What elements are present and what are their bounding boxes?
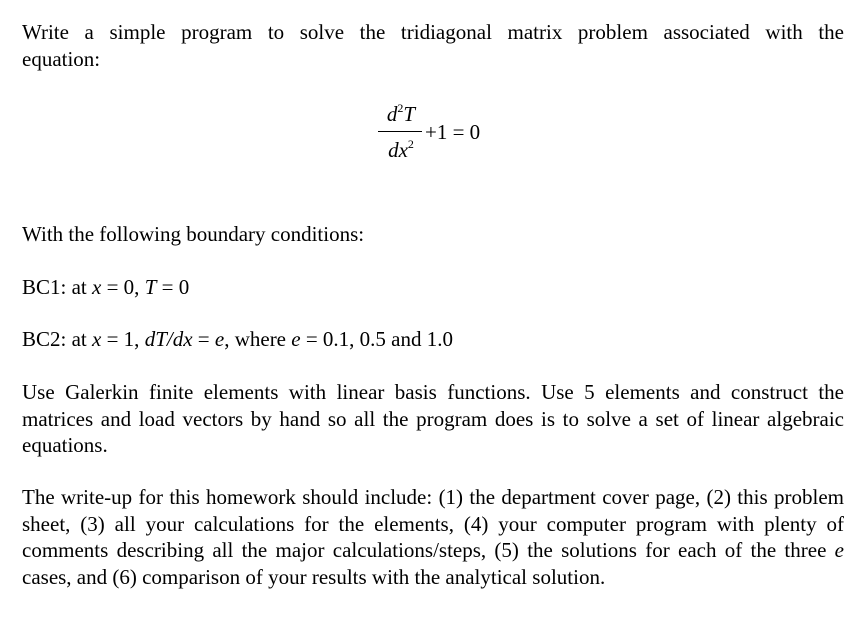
bc2-x: x <box>92 327 102 351</box>
writeup-text-before: The write-up for this homework should include: (1) the department cover page, (2) this problem sheet, (3) all your calculations for the elements, (4) your computer program with plenty of comments describing all the major calculations/steps, (5) the solutions for each of the three <box>22 485 844 562</box>
bc1-t: T <box>144 275 157 299</box>
bc1-label: BC1: at <box>22 275 93 299</box>
bc2-e2: e <box>291 327 301 351</box>
bc1-eq2: = 0 <box>156 275 190 299</box>
writeup-text-after: cases, and (6) comparison of your results with the analytical solution. <box>22 564 606 589</box>
intro-paragraph <box>22 19 844 72</box>
equation-numerator <box>378 102 424 126</box>
bc2-label: BC2: at <box>22 327 93 351</box>
equation-rhs: +1 = 0 <box>425 120 481 144</box>
bc1-eq1: = 0, <box>101 275 145 299</box>
equation-denominator <box>378 138 424 162</box>
bc-intro: With the following boundary conditions: <box>22 222 365 246</box>
numerator-exponent: 2 <box>397 101 404 115</box>
differential-equation <box>378 100 518 166</box>
bc2-e1: e <box>214 327 225 351</box>
method-paragraph: Use Galerkin finite elements with linear basis functions. Use 5 elements and construct the matrices and load vectors by hand so all the program does is to solve a set of linear algebraic equations. <box>22 380 844 457</box>
bc2-eq2: = <box>192 327 215 351</box>
numerator-variable: T <box>403 102 416 126</box>
writeup-e: e <box>834 538 844 562</box>
fraction-bar <box>378 131 422 132</box>
bc1 <box>22 274 844 301</box>
denominator-dx: dx <box>388 138 408 162</box>
bc2-deriv: dT/dx <box>144 327 193 351</box>
bc2-values: = 0.1, 0.5 and 1.0 <box>300 327 454 351</box>
bc2-where: , where <box>224 327 292 351</box>
bc2 <box>22 326 844 353</box>
numerator-d: d <box>386 102 398 126</box>
writeup-paragraph <box>22 484 844 590</box>
intro-line-1: Write a simple program to solve the tridiagonal matrix problem associated with the <box>22 20 844 44</box>
denominator-exponent: 2 <box>407 137 414 151</box>
bc2-eq1: = 1, <box>101 327 145 351</box>
intro-line-2: equation: <box>22 46 101 71</box>
bc1-x: x <box>92 275 102 299</box>
